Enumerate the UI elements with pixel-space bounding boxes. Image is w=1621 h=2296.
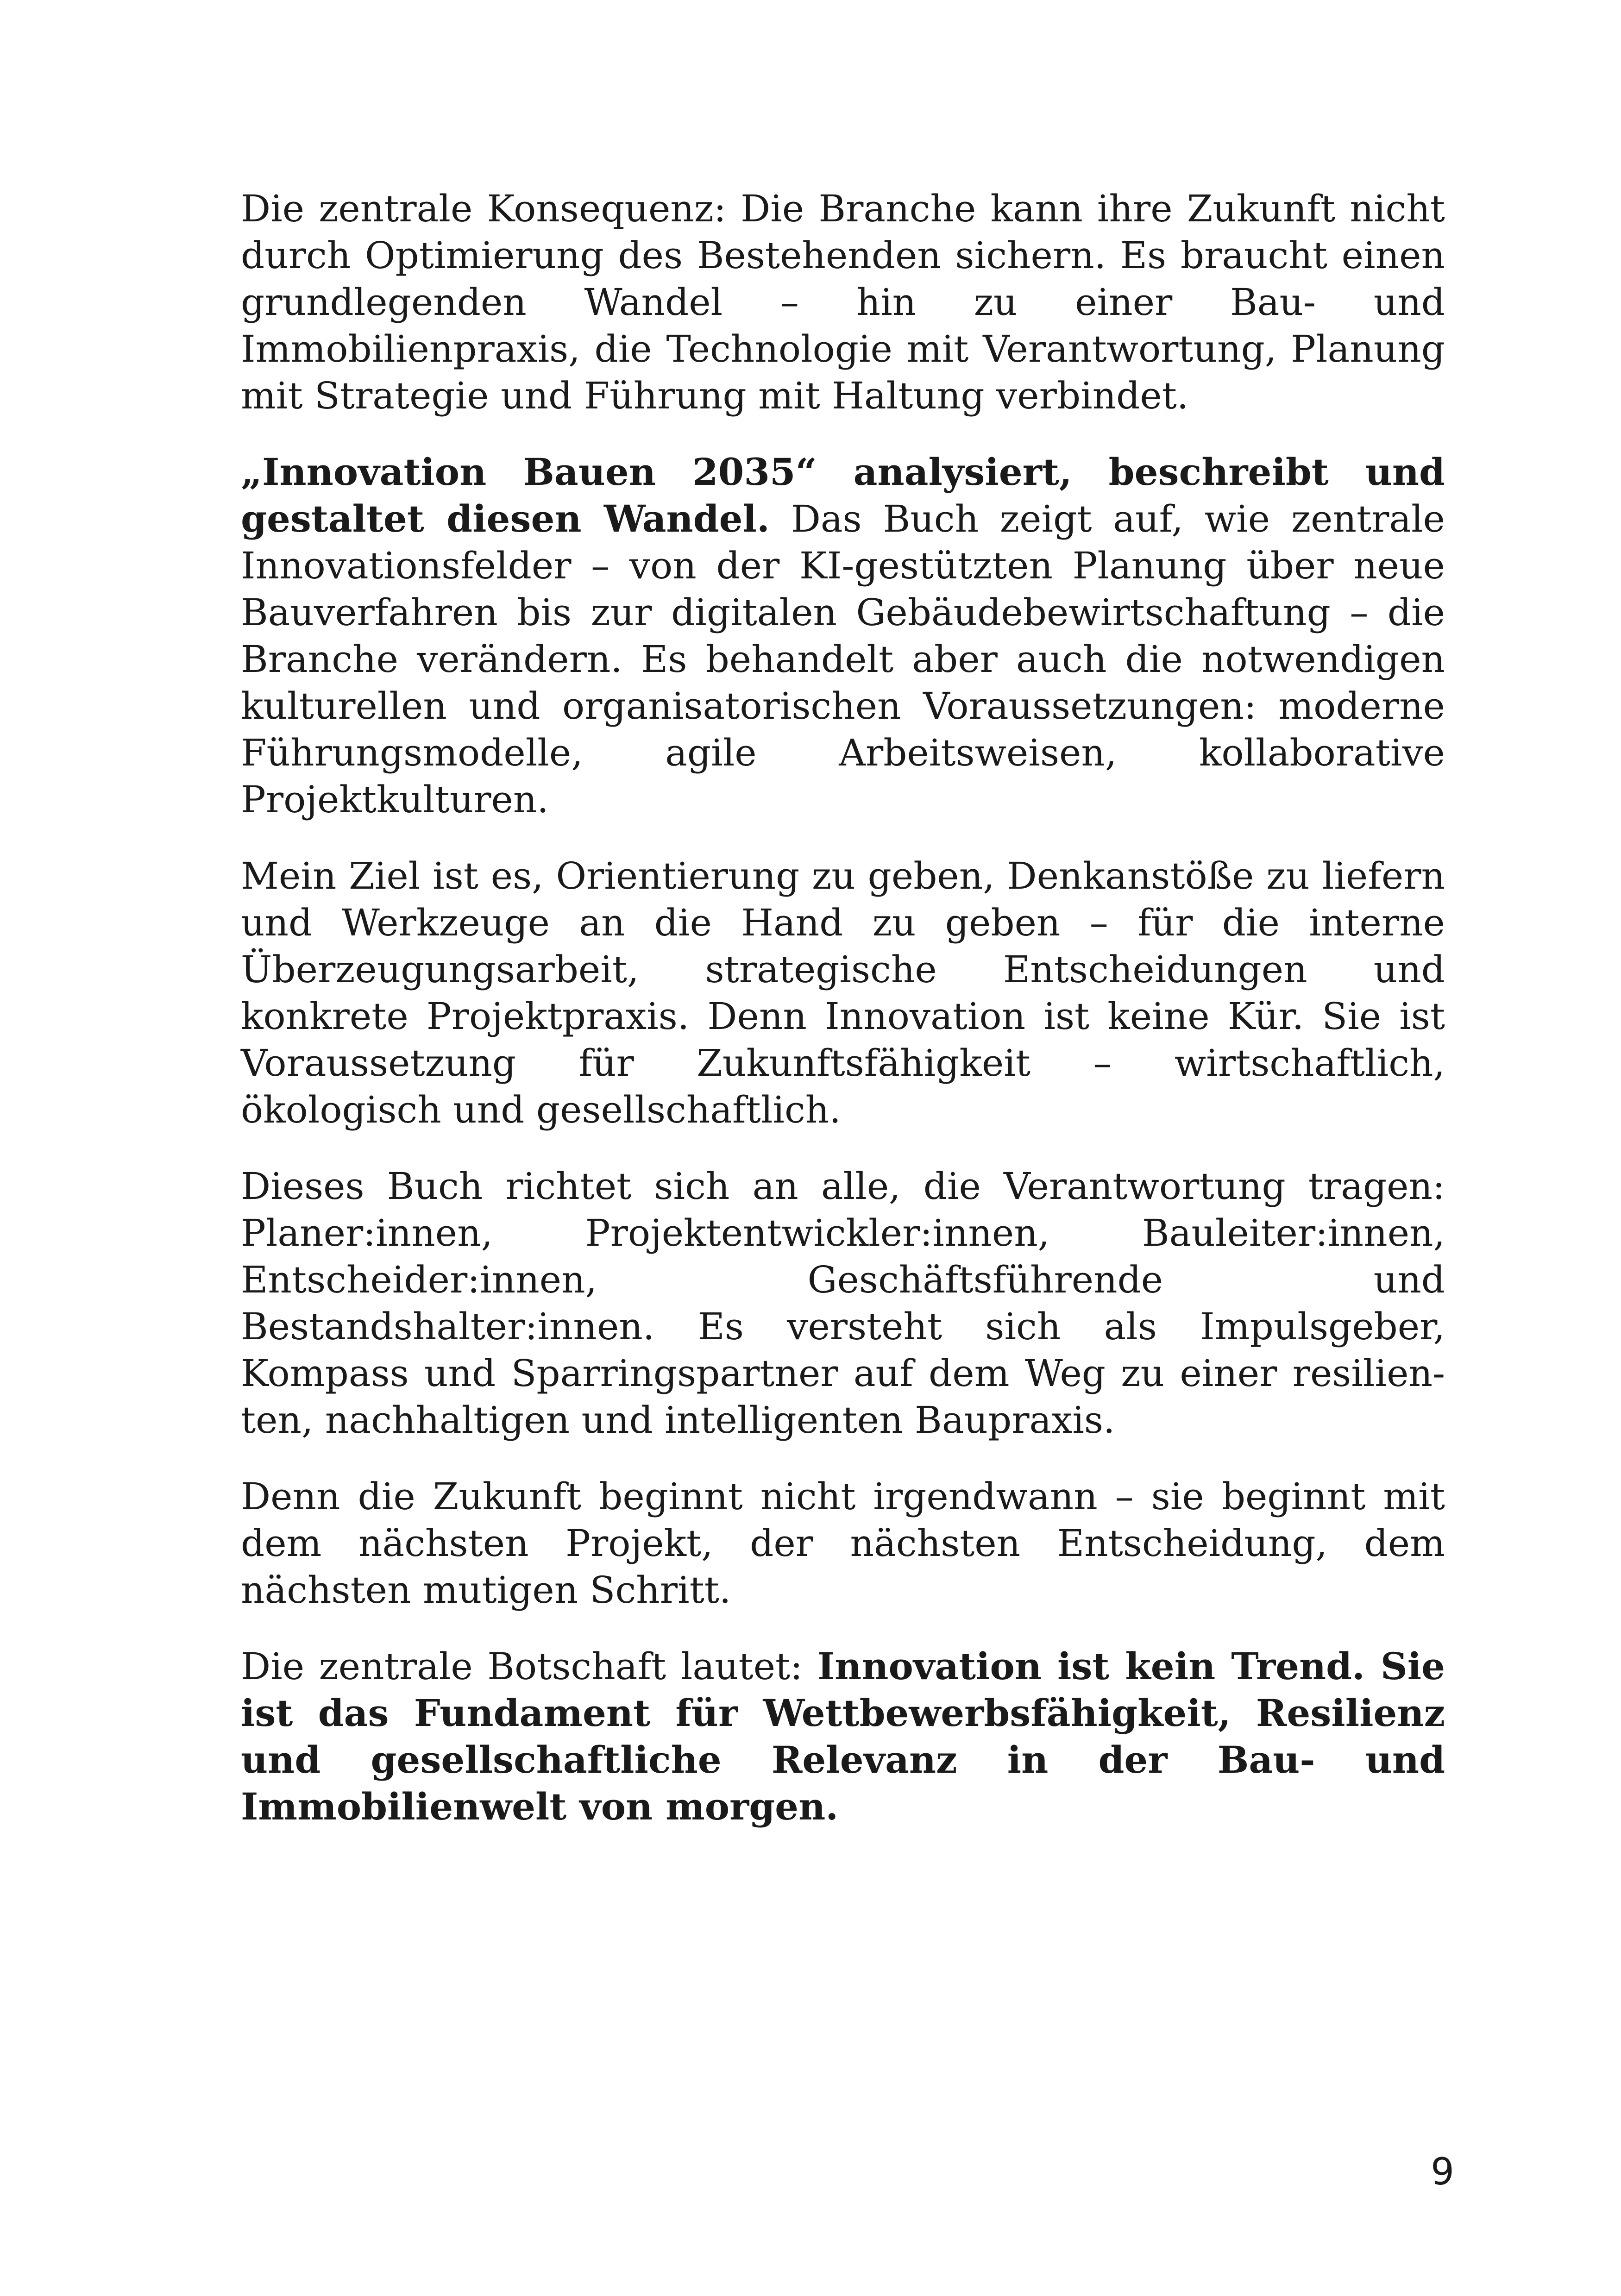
paragraph-4-text: Dieses Buch richtet sich an alle, die Verantwortung tragen: Planer:innen, Projektentwickler:innen, Bauleiter:innen, Entscheider:innen, Geschäftsführende und Bestandshalter:innen. Es versteht sich als Impulsgeber, Kompass und Sparringspartner auf dem Weg zu einer resilienten, nachhaltigen und intelligenten Baupraxis.	[241, 1165, 1445, 1442]
paragraph-1-text: Die zentrale Konsequenz: Die Branche kann ihre Zukunft nicht durch Optimierung des Bestehenden sichern. Es braucht einen grundlegenden Wandel – hin zu einer Bau- und Immobilienpraxis, die Technologie mit Verantwortung, Planung mit Strategie und Führung mit Haltung verbindet.	[241, 187, 1445, 417]
paragraph-3	[241, 853, 1445, 1133]
paragraph-5	[241, 1473, 1445, 1613]
paragraph-4	[241, 1163, 1445, 1443]
paragraph-2	[241, 449, 1445, 823]
paragraph-2-text: Das Buch zeigt auf, wie zentrale Innovationsfelder – von der KI-gestützten Planung über neue Bauverfahren bis zur digitalen Gebäudebewirtschaftung – die Branche verändern. Es behandelt aber auch die notwendigen kulturellen und organisatorischen Voraussetzungen: moderne Führungsmodelle, agile Arbeitsweisen, kollaborative Projektkulturen.	[241, 497, 1445, 821]
paragraph-1	[241, 185, 1445, 419]
page-body	[241, 185, 1445, 1860]
paragraph-6-bold-message: Innovation ist kein Trend. Sie ist das Fundament für Wettbewerbsfähigkeit, Resilienz und gesellschaftliche Relevanz in der Bau- und Immobilienwelt von morgen.	[241, 1644, 1445, 1828]
paragraph-6-lead: Die zentrale Botschaft lautet:	[241, 1645, 817, 1688]
page-number: 9	[1431, 2150, 1454, 2193]
paragraph-5-text: Denn die Zukunft beginnt nicht irgendwann – sie beginnt mit dem nächsten Projekt, der nächsten Entscheidung, dem nächsten mutigen Schritt.	[241, 1475, 1445, 1612]
paragraph-6	[241, 1643, 1445, 1830]
paragraph-3-text: Mein Ziel ist es, Orientierung zu geben, Denkanstöße zu liefern und Werkzeuge an die Hand zu geben – für die interne Überzeugungsarbeit, strategische Entscheidungen und konkrete Projektpraxis. Denn Innovation ist keine Kür. Sie ist Voraussetzung für Zukunftsfähigkeit – wirtschaftlich, ökologisch und gesellschaftlich.	[241, 854, 1445, 1131]
paragraph-2-bold-lead: „Innovation Bauen 2035“ analysiert, beschreibt und gestaltet diesen Wandel.	[241, 450, 1445, 540]
